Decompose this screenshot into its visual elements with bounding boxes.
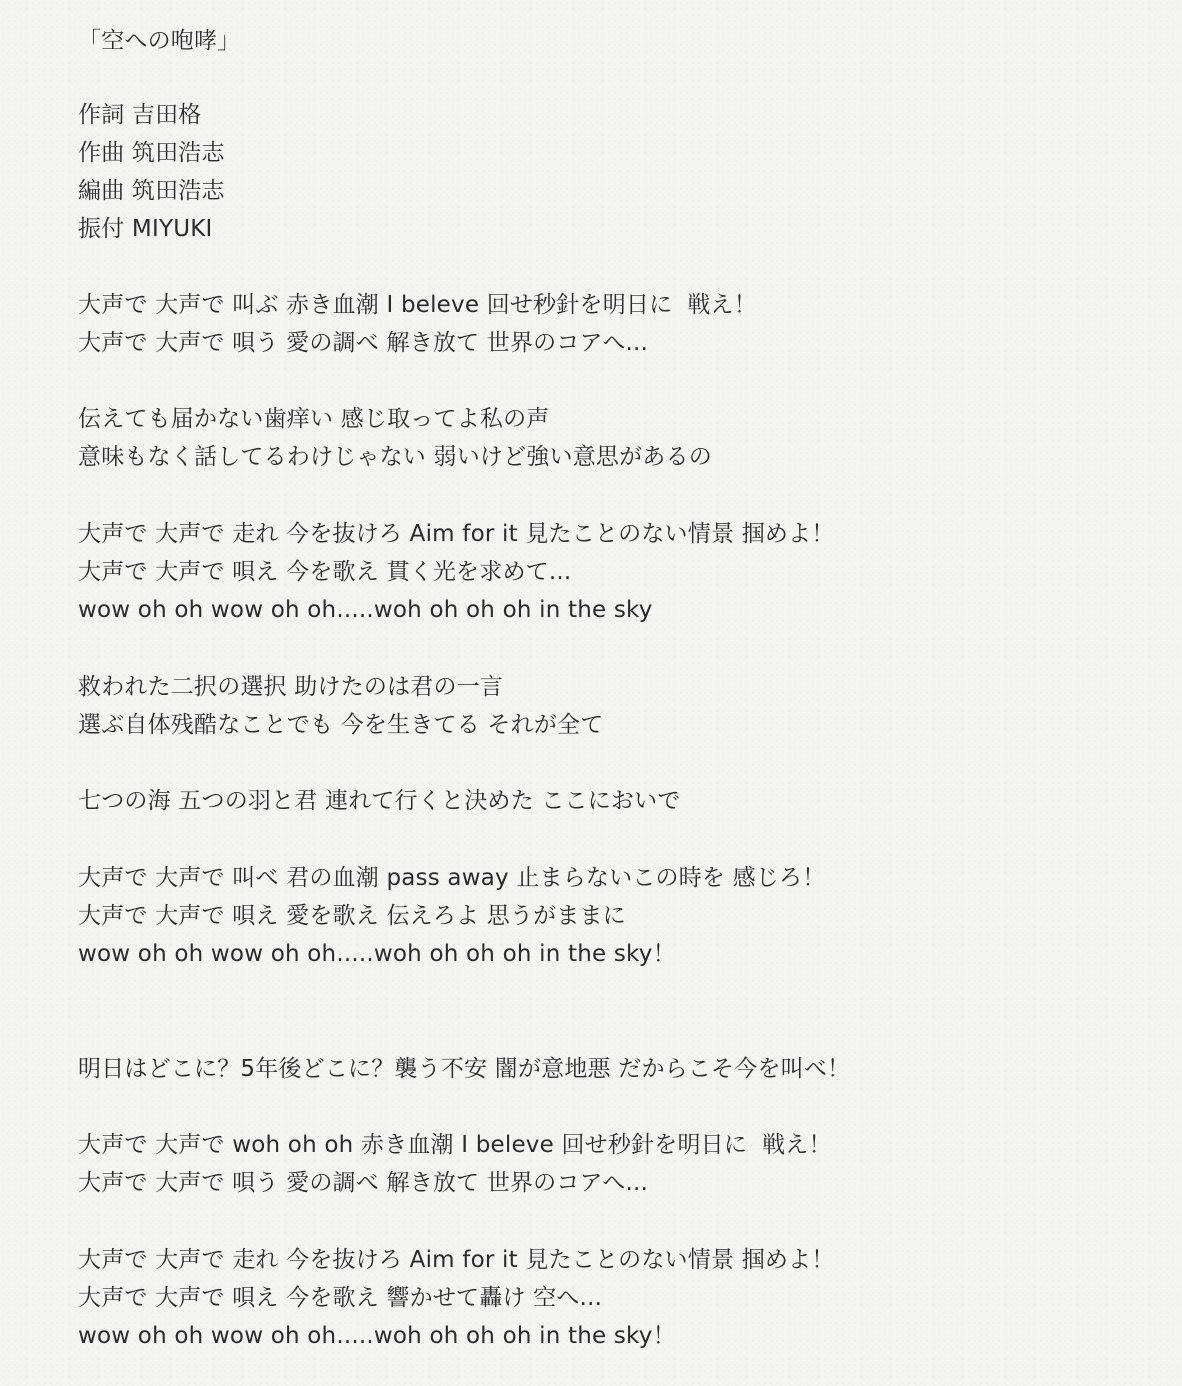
lyric-line: 大声で 大声で 唄う 愛の調べ 解き放て 世界のコアへ... [78, 1170, 649, 1196]
credit-composer: 作曲 筑田浩志 [78, 140, 225, 166]
lyric-line: 大声で 大声で 走れ 今を抜けろ Aim for it 見たことのない情景 掴めよ！ [78, 521, 835, 547]
lyric-line: 大声で 大声で woh oh oh 赤き血潮 I beleve 回せ秒針を明日に 戦え！ [78, 1132, 832, 1158]
lyric-line: 大声で 大声で 唄え 今を歌え 貫く光を求めて... [78, 559, 572, 585]
lyric-line: 大声で 大声で 叫べ 君の血潮 pass away 止まらないこの時を 感じろ！ [78, 865, 826, 891]
lyric-line: 大声で 大声で 唄う 愛の調べ 解き放て 世界のコアへ... [78, 330, 649, 356]
credit-arranger: 編曲 筑田浩志 [78, 178, 225, 204]
credit-lyricist: 作詞 吉田格 [78, 102, 202, 128]
lyric-line: wow oh oh wow oh oh.....woh oh oh oh in the sky [78, 597, 653, 623]
lyric-line: 大声で 大声で 叫ぶ 赤き血潮 I beleve 回せ秒針を明日に 戦え！ [78, 292, 757, 318]
lyric-line: 大声で 大声で 唄え 愛を歌え 伝えろよ 思うがままに [78, 903, 626, 929]
credit-choreographer: 振付 MIYUKI [78, 216, 213, 242]
lyric-line: 大声で 大声で 唄え 今を歌え 響かせて轟け 空へ... [78, 1285, 603, 1311]
lyric-line: 救われた二択の選択 助けたのは君の一言 [78, 674, 504, 700]
lyric-line: wow oh oh wow oh oh.....woh oh oh oh in the sky！ [78, 941, 676, 967]
lyric-line: 伝えても届かない歯痒い 感じ取ってよ私の声 [78, 406, 550, 432]
lyric-line: 七つの海 五つの羽と君 連れて行くと決めた ここにおいで [78, 788, 681, 814]
lyric-line: 大声で 大声で 走れ 今を抜けろ Aim for it 見たことのない情景 掴めよ！ [78, 1247, 835, 1273]
song-title: 「空への咆哮」 [78, 28, 241, 54]
lyric-line: 選ぶ自体残酷なことでも 今を生きてる それが全て [78, 712, 604, 738]
lyric-line: 意味もなく話してるわけじゃない 弱いけど強い意思があるの [78, 444, 712, 470]
lyric-line: 明日はどこに？5年後どこに？襲う不安 闇が意地悪 だからこそ今を叫べ！ [78, 1056, 851, 1082]
lyric-line: wow oh oh wow oh oh.....woh oh oh oh in the sky！ [78, 1323, 676, 1349]
